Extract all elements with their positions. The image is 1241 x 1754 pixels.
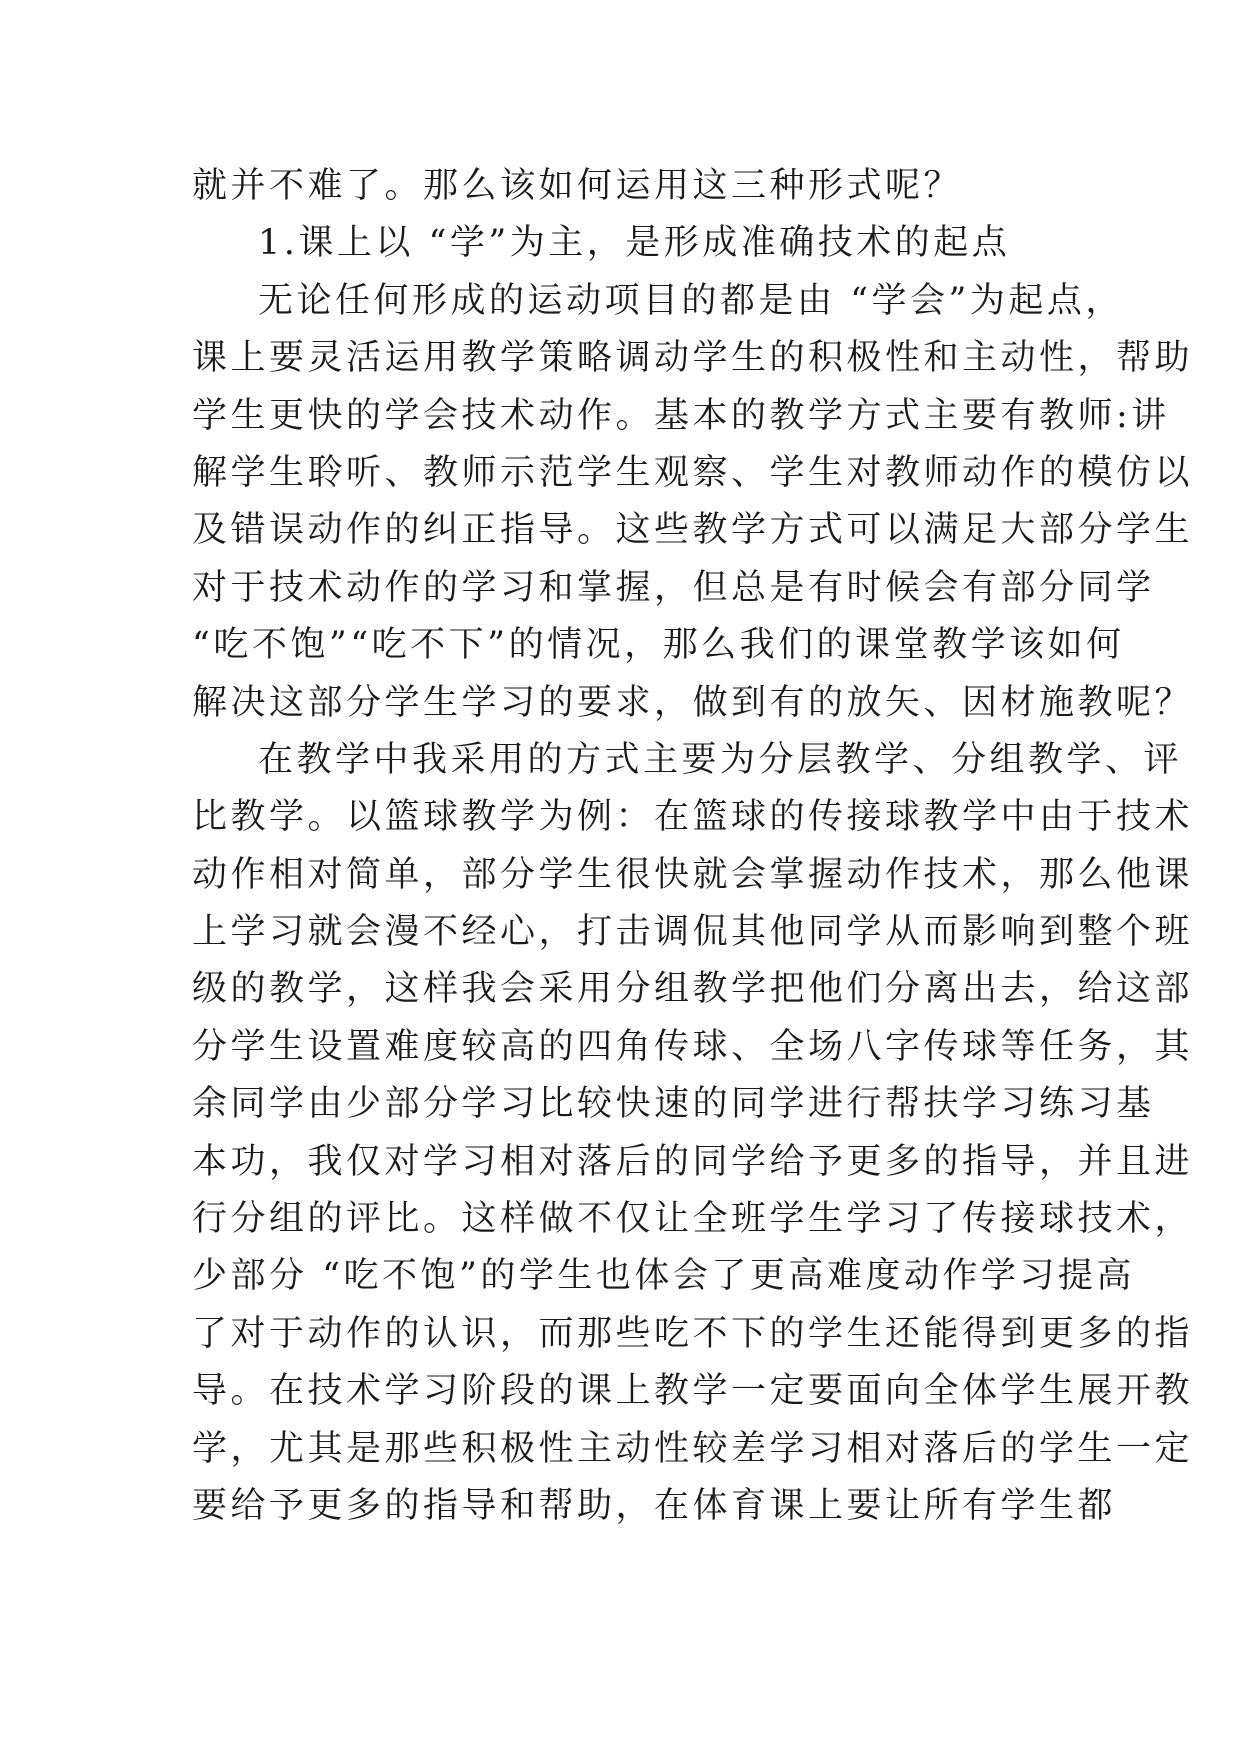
text-line: 比教学。以篮球教学为例：在篮球的传接球教学中由于技术 xyxy=(192,797,1194,838)
text-line: 少部分 “吃不饱”的学生也体会了更高难度动作学习提高 xyxy=(192,1256,1135,1297)
text-line: “吃不饱”“吃不下”的情况，那么我们的课堂教学该如何 xyxy=(192,625,1125,666)
text-line: 本功，我仅对学习相对落后的同学给予更多的指导，并且进 xyxy=(192,1141,1194,1182)
text-line: 无论任何形成的运动项目的都是由 “学会”为起点， xyxy=(258,280,1124,321)
text-line: 行分组的评比。这样做不仅让全班学生学习了传接球技术， xyxy=(192,1199,1194,1240)
text-line: 上学习就会漫不经心，打击调侃其他同学从而影响到整个班 xyxy=(192,912,1194,953)
text-line: 解决这部分学生学习的要求，做到有的放矢、因材施教呢？ xyxy=(192,682,1194,723)
text-line: 要给予更多的指导和帮助，在体育课上要让所有学生都 xyxy=(192,1485,1117,1526)
text-line: 了对于动作的认识，而那些吃不下的学生还能得到更多的指 xyxy=(192,1313,1194,1354)
section-heading: 1.课上以 “学”为主，是形成准确技术的起点 xyxy=(258,223,1011,264)
text-line: 课上要灵活运用教学策略调动学生的积极性和主动性，帮助 xyxy=(192,338,1194,379)
text-line: 分学生设置难度较高的四角传球、全场八字传球等任务，其 xyxy=(192,1026,1194,1067)
text-line: 及错误动作的纠正指导。这些教学方式可以满足大部分学生 xyxy=(192,510,1194,551)
text-line: 解学生聆听、教师示范学生观察、学生对教师动作的模仿以 xyxy=(192,452,1194,493)
body-text xyxy=(192,158,1194,1535)
text-line: 导。在技术学习阶段的课上教学一定要面向全体学生展开教 xyxy=(192,1371,1194,1412)
text-line: 学生更快的学会技术动作。基本的教学方式主要有教师:讲 xyxy=(192,395,1170,436)
text-line: 就并不难了。那么该如何运用这三种形式呢？ xyxy=(192,166,963,206)
text-line: 学，尤其是那些积极性主动性较差学习相对落后的学生一定 xyxy=(192,1428,1194,1469)
text-line: 余同学由少部分学习比较快速的同学进行帮扶学习练习基 xyxy=(192,1084,1155,1125)
text-line: 级的教学，这样我会采用分组教学把他们分离出去，给这部 xyxy=(192,969,1194,1010)
text-line: 对于技术动作的学习和掌握，但总是有时候会有部分同学 xyxy=(192,567,1155,608)
text-line: 在教学中我采用的方式主要为分层教学、分组教学、评 xyxy=(258,739,1183,780)
text-line: 动作相对简单，部分学生很快就会掌握动作技术，那么他课 xyxy=(192,854,1194,895)
